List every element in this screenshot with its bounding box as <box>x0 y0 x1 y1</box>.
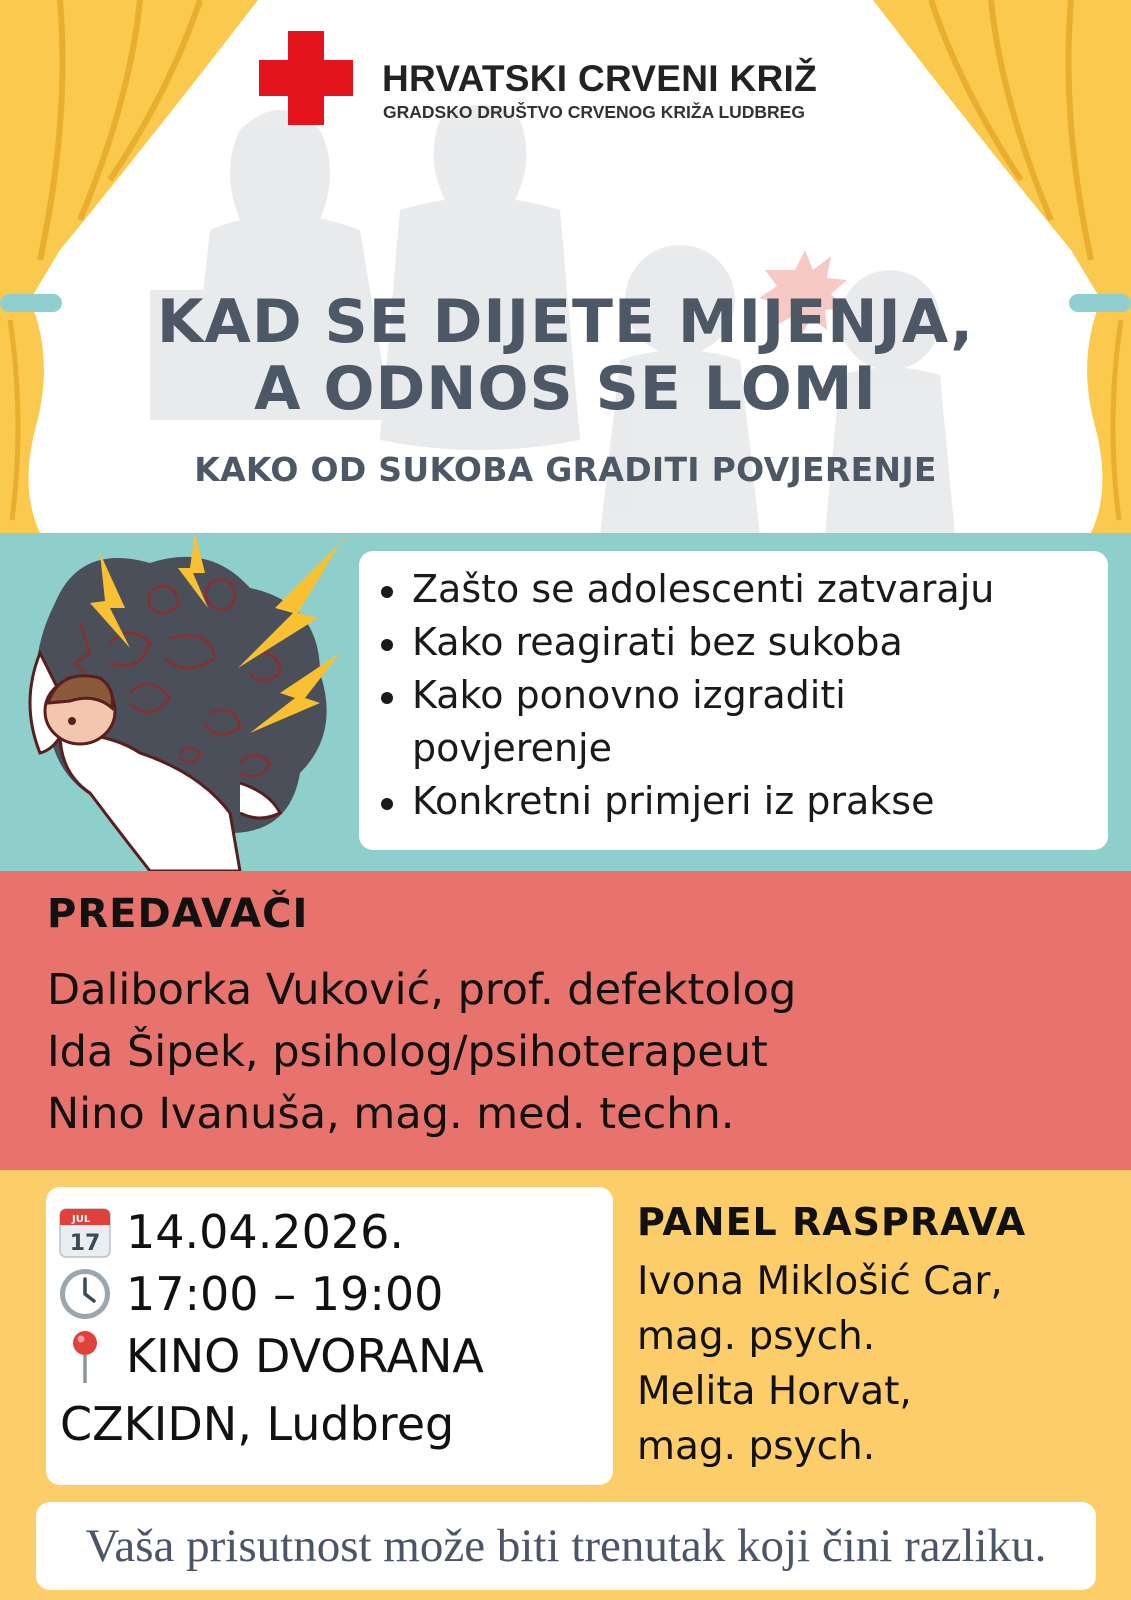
topic-item <box>379 616 994 669</box>
topic-text: Kako ponovno izgraditi <box>412 673 846 717</box>
event-place-row <box>56 1327 484 1385</box>
event-details-section <box>0 1170 1131 1600</box>
lecturers-list <box>47 959 796 1145</box>
event-time: 17:00 – 19:00 <box>126 1267 444 1321</box>
lecturer-name: Daliborka Vuković, prof. defektolog <box>47 965 797 1015</box>
organization-name: HRVATSKI CRVENI KRIŽ <box>382 58 817 99</box>
panelist-list <box>637 1254 1026 1474</box>
event-title <box>0 289 1131 423</box>
panelist-line: Ivona Miklošić Car, <box>637 1259 1003 1304</box>
red-cross-icon <box>256 28 356 128</box>
event-info-card <box>46 1187 613 1485</box>
poster-header <box>0 0 1131 533</box>
calendar-icon <box>56 1203 114 1261</box>
closing-quote: Vaša prisutnost može biti trenutak koji čini razliku. <box>85 1520 1047 1572</box>
event-time-row <box>56 1265 443 1323</box>
panelist-line: mag. psych. <box>637 1424 876 1469</box>
topics-section <box>0 533 1131 871</box>
closing-quote-box <box>36 1502 1096 1590</box>
panel-heading: PANEL RASPRAVA <box>637 1200 1027 1244</box>
lecturer-name: Ida Šipek, psiholog/psihoterapeut <box>47 1027 768 1077</box>
event-date: 14.04.2026. <box>126 1205 404 1259</box>
lecturer-name: Nino Ivanuša, mag. med. techn. <box>47 1089 735 1139</box>
topic-item <box>379 775 994 828</box>
panelist-line: Melita Horvat, <box>637 1369 912 1414</box>
topic-list <box>379 563 994 828</box>
topic-text: Konkretni primjeri iz prakse <box>412 779 935 823</box>
panelist-line: mag. psych. <box>637 1314 876 1359</box>
event-title-line-1: KAD SE DIJETE MIJENJA, <box>156 287 975 357</box>
bullet-icon <box>381 798 393 810</box>
event-subtitle: KAKO OD SUKOBA GRADITI POVJERENJE <box>194 450 937 489</box>
event-place: KINO DVORANA <box>126 1329 484 1383</box>
svg-text:JUL: JUL <box>72 1214 91 1225</box>
event-date-row <box>56 1203 404 1261</box>
red-cross-logo <box>256 28 876 128</box>
topic-item <box>379 669 994 775</box>
organization-branch: GRADSKO DRUŠTVO CRVENOG KRIŽA LUDBREG <box>383 102 805 122</box>
svg-text:17: 17 <box>69 1231 101 1256</box>
lecturers-heading: PREDAVAČI <box>47 891 309 937</box>
event-title-line-2: A ODNOS SE LOMI <box>254 354 877 424</box>
event-place-line-2: CZKIDN, Ludbreg <box>60 1397 455 1451</box>
topic-text-continued: povjerenje <box>412 726 612 770</box>
clock-icon <box>56 1265 114 1323</box>
topics-card <box>359 551 1108 850</box>
bullet-icon <box>381 692 393 704</box>
stressed-teen-illustration <box>0 533 350 871</box>
topic-text: Kako reagirati bez sukoba <box>412 620 903 664</box>
panel-discussion <box>637 1200 1026 1474</box>
topic-item <box>379 563 994 616</box>
pin-icon <box>56 1327 114 1385</box>
bullet-icon <box>381 586 393 598</box>
bullet-icon <box>381 639 393 651</box>
topic-text: Zašto se adolescenti zatvaraju <box>412 567 995 611</box>
lecturers-section <box>0 871 1131 1170</box>
